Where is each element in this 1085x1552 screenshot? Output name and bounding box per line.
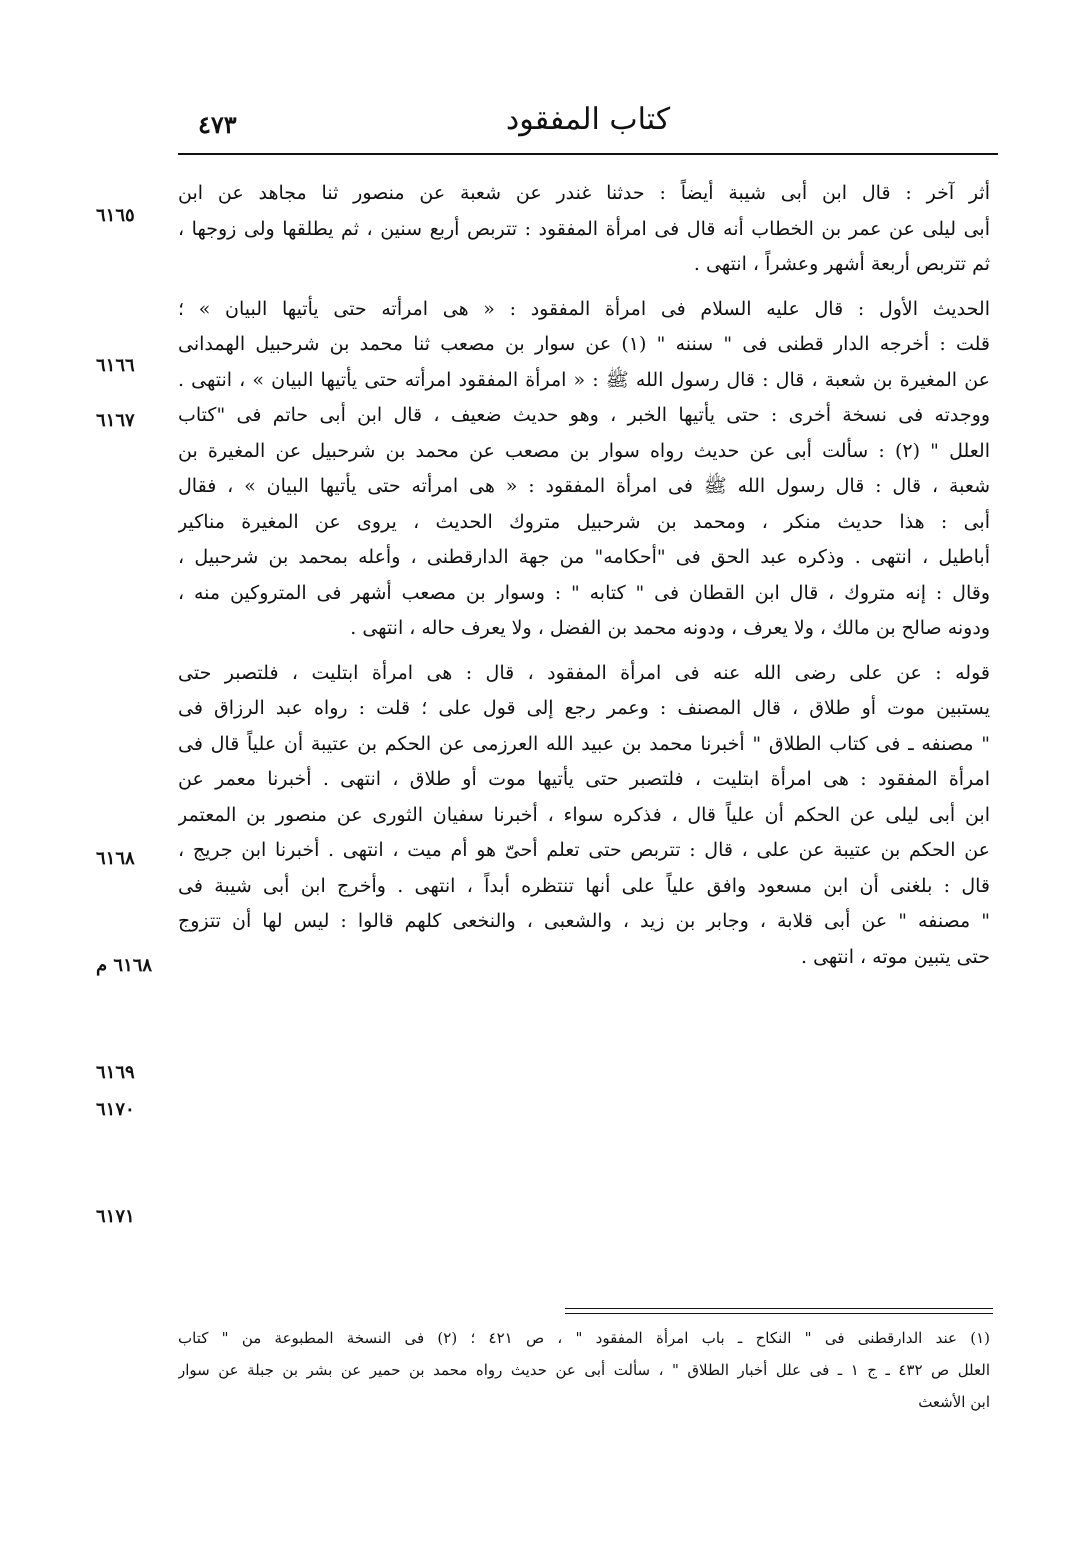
text-line: وقال : إنه متروك ، قال ابن القطان فى " كتابه " : وسوار بن مصعب أشهر فى المتروكين منه ،	[178, 581, 990, 604]
paragraph	[178, 656, 990, 976]
hadith-number: ٦١٦٧	[96, 410, 135, 431]
hadith-number: ٦١٦٩	[96, 1062, 135, 1083]
page-header	[178, 98, 998, 150]
page-title: كتاب المفقود	[505, 102, 671, 137]
text-line: " مصنفه " عن أبى قلابة ، وجابر بن زيد ، والشعبى ، والنخعى كلهم قالوا : ليس لها أن تتزوج	[178, 910, 990, 932]
text-line: ودونه صالح بن مالك ، ولا يعرف ، ودونه محمد بن الفضل ، ولا يعرف حاله ، انتهى .	[350, 617, 990, 639]
footnotes	[178, 1322, 990, 1418]
footnote-line: (١) عند الدارقطنى فى " النكاح ـ باب امرأة المفقود " ، ص ٤٢١ ؛ (٢) فى النسخة المطبوعة من " كتاب	[178, 1329, 990, 1347]
text-line: عن الحكم بن عتيبة عن على ، قال : تتربص حتى تعلم أحىّ هو أم ميت ، انتهى . أخبرنا ابن جريج ،	[178, 839, 990, 861]
hadith-number: ٦١٧٠	[96, 1099, 135, 1120]
text-line: العلل " (٢) : سألت أبى عن حديث رواه سوار بن مصعب عن محمد بن شرحبيل عن المغيرة بن	[178, 439, 990, 462]
text-line: ووجدته فى نسخة أخرى : حتى يأتيها الخبر ، وهو حديث ضعيف ، قال ابن أبى حاتم فى "كتاب	[178, 404, 990, 426]
text-line: الحديث الأول : قال عليه السلام فى امرأة المفقود : « هى امرأته حتى يأتيها البيان » ؛	[178, 297, 990, 320]
footnote-line: العلل ص ٤٣٢ ـ ج ١ ـ فى علل أخبار الطلاق " ، سألت أبى عن حديث رواه محمد بن حمير عن بشر بن جبلة عن سوار	[178, 1361, 990, 1379]
text-line: قلت : أخرجه الدار قطنى فى " سننه " (١) عن سوار بن مصعب ثنا محمد بن شرحبيل الهمدانى	[178, 333, 990, 355]
header-rule	[178, 153, 998, 155]
main-text	[178, 176, 990, 975]
hadith-number: ٦١٧١	[96, 1206, 135, 1227]
text-line: أباطيل ، انتهى . وذكره عبد الحق فى "أحكامه" من جهة الدارقطنى ، وأعله بمحمد بن شرحبيل ،	[178, 546, 990, 568]
text-line: أبى : هذا حديث منكر ، ومحمد بن شرحبيل متروك الحديث ، يروى عن المغيرة مناكير	[178, 510, 990, 533]
text-line: أبى ليلى عن عمر بن الخطاب أنه قال فى امرأة المفقود : تتربص أربع سنين ، ثم يطلقها ولى زوجها ،	[178, 217, 990, 240]
text-line: أثر آخر : قال ابن أبى شيبة أيضاً : حدثنا غندر عن شعبة عن منصور ثنا مجاهد عن ابن	[178, 182, 990, 204]
text-line: " مصنفه ـ فى كتاب الطلاق " أخبرنا محمد بن عبيد الله العرزمى عن الحكم بن عتيبة أن علياً قال فى	[178, 732, 990, 755]
paragraph	[178, 292, 990, 647]
hadith-number: ٦١٦٨	[96, 848, 135, 869]
text-line: يستبين موت أو طلاق ، قال المصنف : وعمر رجع إلى قول على ؛ قلت : رواه عبد الرزاق فى	[178, 697, 990, 719]
text-line: حتى يتبين موته ، انتهى .	[801, 945, 990, 968]
paragraph	[178, 176, 990, 283]
text-line: امرأة المفقود : هى امرأة ابتليت ، فلتصبر حتى يأتيها موت أو طلاق ، انتهى . أخبرنا معمر عن	[178, 768, 990, 790]
text-line: ابن أبى ليلى عن الحكم أن علياً قال ، فذكره سواء ، أخبرنا سفيان الثورى عن منصور بن المعتمر	[178, 803, 990, 826]
footnote-rule	[565, 1308, 993, 1309]
hadith-number: ٦١٦٨ م	[96, 955, 153, 976]
text-line: شعبة ، قال : قال رسول الله ﷺ فى امرأة المفقود : « هى امرأته حتى يأتيها البيان » ، فقال	[178, 475, 990, 497]
footnote-rule	[565, 1313, 993, 1314]
hadith-number: ٦١٦٥	[96, 205, 135, 226]
hadith-number: ٦١٦٦	[96, 355, 135, 376]
text-line: قوله : عن على رضى الله عنه فى امرأة المفقود ، قال : هى امرأة ابتليت ، فلتصبر حتى	[178, 661, 990, 684]
text-line: ثم تتربص أربعة أشهر وعشراً ، انتهى .	[693, 253, 990, 275]
footnote-line: ابن الأشعث	[918, 1393, 990, 1411]
page-number: ٤٧٣	[198, 110, 237, 139]
text-line: قال : بلغنى أن ابن مسعود وافق علياً على أنها تنتظره أبداً ، انتهى . وأخرج ابن أبى شيبة فى	[178, 874, 990, 897]
text-line: عن المغيرة بن شعبة ، قال : قال رسول الله ﷺ : « امرأة المفقود امرأته حتى يأتيها البيان » ، انتهى .	[178, 368, 990, 391]
